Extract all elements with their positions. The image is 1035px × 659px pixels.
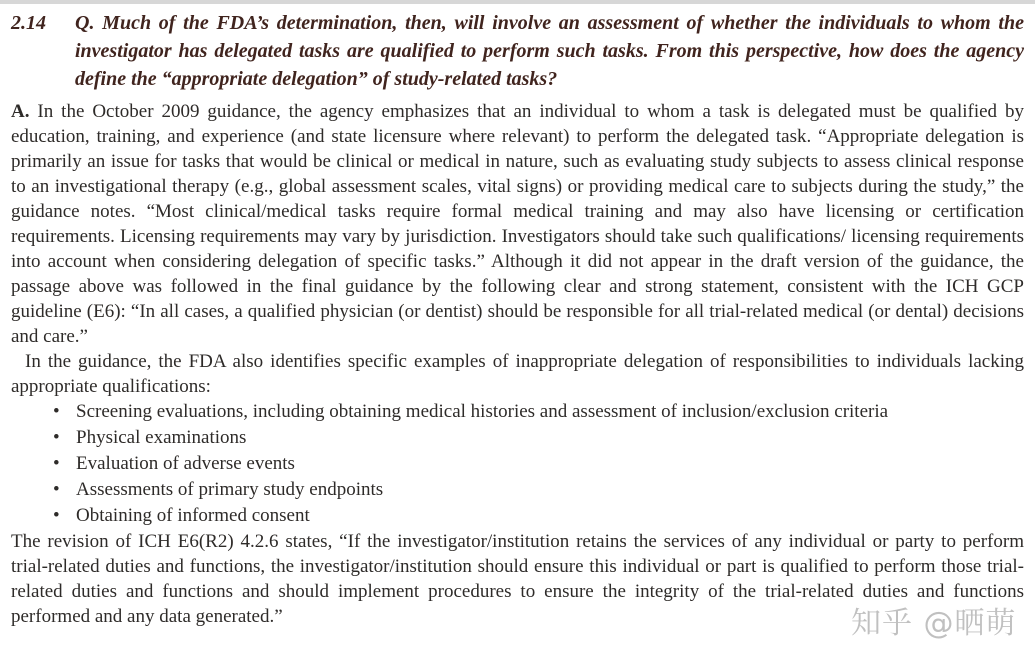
bullet-list: [11, 399, 1024, 529]
list-item-text: Assessments of primary study endpoints: [76, 479, 384, 500]
section-number: 2.14: [11, 12, 46, 34]
bullet-icon: •: [53, 505, 60, 526]
list-item: [53, 451, 1024, 477]
question-text: Q. Much of the FDA’s determination, then, will involve an assessment of whether the individuals to whom the investigator has delegated tasks are qualified to perform such tasks. From this perspective, how does the agency define the “appropriate delegation” of study-related tasks?: [75, 12, 1024, 90]
question-heading: [11, 9, 1024, 93]
list-item-text: Evaluation of adverse events: [76, 453, 295, 474]
list-item: [53, 503, 1024, 529]
bullet-icon: •: [53, 479, 60, 500]
list-item: [53, 425, 1024, 451]
bullet-icon: •: [53, 427, 60, 448]
bullet-icon: •: [53, 453, 60, 474]
answer-text: In the October 2009 guidance, the agency emphasizes that an individual to whom a task is delegated must be qualified by education, training, and experience (and state licensure where relevant) to perform the delegated task. “Appropriate delegation is primarily an issue for tasks that would be clinical or medical in nature, such as evaluating study subjects to assess clinical response to an investigational therapy (e.g., global assessment scales, vital signs) or providing medical care to subjects during the study,” the guidance notes. “Most clinical/medical tasks require formal medical training and may also have licensing or certification requirements. Licensing requirements may vary by jurisdiction. Investigators should take such qualifications/ licensing requirements into account when considering delegation of specific tasks.” Although it did not appear in the draft version of the guidance, the passage above was followed in the final guidance by the following clear and strong statement, consistent with the ICH GCP guideline (E6): “In all cases, a qualified physician (or dentist) should be responsible for all trial-related medical (or dental) decisions and care.”: [11, 101, 1024, 347]
answer-label: A.: [11, 101, 30, 122]
bullet-icon: •: [53, 401, 60, 422]
list-item-text: Obtaining of informed consent: [76, 505, 310, 526]
answer-paragraph: [11, 99, 1024, 349]
ich-revision-paragraph: The revision of ICH E6(R2) 4.2.6 states, “If the investigator/institution retains the services of any individual or party to perform trial-related duties and functions, the investigator/institution should ensure this individual or part is qualified to perform those trial-related duties and functions and should implement procedures to ensure the integrity of the trial-related duties and functions performed and any data generated.”: [11, 531, 1024, 627]
zhihu-watermark: 知乎 @晒萌: [851, 606, 1017, 641]
examples-intro-paragraph: In the guidance, the FDA also identifies specific examples of inappropriate delegation of responsibilities to individuals lacking appropriate qualifications:: [11, 351, 1024, 397]
list-item: [53, 399, 1024, 425]
list-item-text: Screening evaluations, including obtaining medical histories and assessment of inclusion/exclusion criteria: [76, 401, 889, 422]
list-item-text: Physical examinations: [76, 427, 247, 448]
list-item: [53, 477, 1024, 503]
